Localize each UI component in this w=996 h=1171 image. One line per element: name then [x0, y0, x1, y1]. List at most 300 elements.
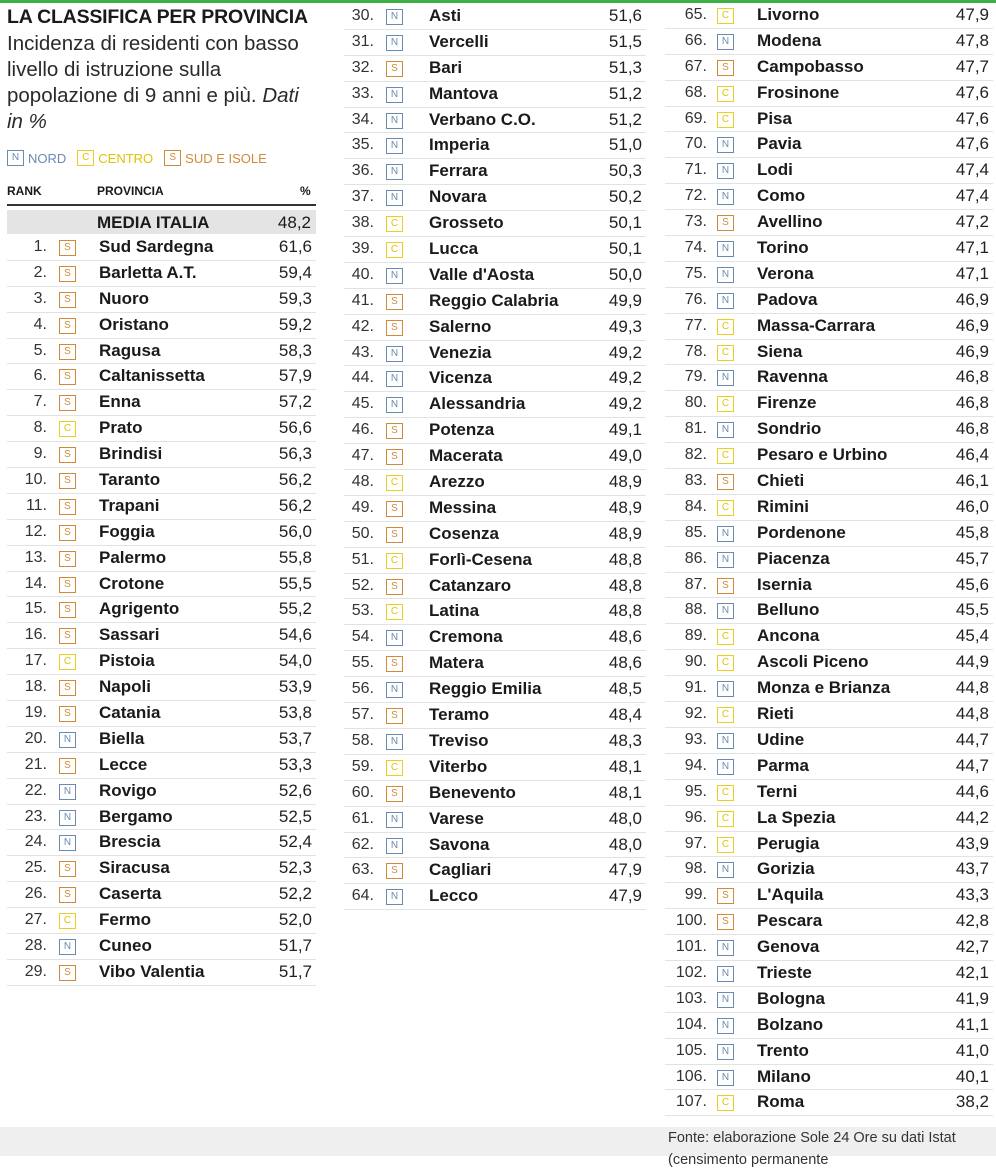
table-row [344, 807, 646, 833]
province-name: Lodi [757, 160, 793, 180]
rank-number: 83. [684, 472, 707, 490]
table-row [344, 133, 646, 159]
table-row [665, 1039, 993, 1065]
province-name: Terni [757, 781, 798, 801]
area-badge-icon: S [386, 61, 403, 77]
area-badge-icon: S [59, 369, 76, 385]
rank-number: 2. [33, 263, 47, 281]
percent-value: 57,9 [278, 366, 312, 386]
percent-value: 49,3 [608, 316, 642, 336]
table-row [665, 806, 993, 832]
table-row [344, 703, 646, 729]
table-row [344, 418, 646, 444]
rank-number: 77. [684, 316, 707, 334]
table-row [665, 262, 993, 288]
table-row [7, 390, 316, 416]
province-name: Treviso [429, 730, 489, 750]
percent-value: 48,1 [608, 756, 642, 776]
province-name: Siena [757, 341, 803, 361]
rank-number: 89. [684, 627, 707, 645]
area-badge-icon: N [386, 190, 403, 206]
table-row [7, 882, 316, 908]
area-badge-icon: C [717, 629, 734, 645]
percent-value: 46,8 [955, 367, 989, 387]
ranking-column-2 [344, 4, 646, 910]
province-name: Trieste [757, 962, 812, 982]
percent-value: 51,2 [608, 83, 642, 103]
table-row [665, 547, 993, 573]
rank-number: 53. [351, 602, 374, 620]
table-row [344, 677, 646, 703]
area-badge-icon: N [59, 784, 76, 800]
rank-number: 60. [351, 783, 374, 801]
province-name: Taranto [99, 470, 161, 490]
percent-value: 48,3 [608, 730, 642, 750]
province-name: Reggio Emilia [429, 679, 542, 699]
rank-number: 41. [351, 291, 374, 309]
percent-value: 43,7 [955, 859, 989, 879]
table-row [7, 416, 316, 442]
percent-value: 44,7 [955, 729, 989, 749]
area-badge-icon: C [386, 553, 403, 569]
area-badge-icon: N [59, 810, 76, 826]
rank-number: 63. [351, 861, 374, 879]
percent-value: 56,2 [278, 495, 312, 515]
rank-number: 51. [351, 550, 374, 568]
rank-number: 100. [675, 912, 707, 930]
table-row [344, 263, 646, 289]
province-name: Gorizia [757, 859, 815, 879]
table-row [665, 158, 993, 184]
area-badge-icon: C [717, 448, 734, 464]
rank-number: 13. [24, 548, 47, 566]
province-name: Caltanissetta [99, 366, 205, 386]
percent-value: 46,1 [955, 471, 989, 491]
table-row [665, 702, 993, 728]
percent-value: 47,1 [955, 238, 989, 258]
rank-number: 8. [33, 419, 47, 437]
rank-number: 57. [351, 706, 374, 724]
province-name: Latina [429, 601, 480, 621]
percent-value: 51,0 [608, 135, 642, 155]
area-badge-icon: S [59, 447, 76, 463]
area-badge-icon: N [59, 939, 76, 955]
rank-number: 55. [351, 654, 374, 672]
percent-value: 59,2 [278, 314, 312, 334]
percent-value: 47,4 [955, 186, 989, 206]
percent-value: 52,5 [278, 806, 312, 826]
table-row [344, 159, 646, 185]
table-row [344, 237, 646, 263]
table-row [344, 4, 646, 30]
area-badge-icon: C [59, 913, 76, 929]
table-row [7, 908, 316, 934]
table-row [665, 417, 993, 443]
area-badge-icon: N [386, 889, 403, 905]
province-name: Benevento [429, 782, 516, 802]
percent-value: 45,5 [955, 600, 989, 620]
table-row [7, 649, 316, 675]
area-badge-icon: N [717, 1044, 734, 1060]
table-row [665, 1013, 993, 1039]
rank-number: 4. [33, 315, 47, 333]
rank-number: 39. [351, 240, 374, 258]
percent-value: 41,9 [955, 988, 989, 1008]
percent-value: 44,2 [955, 807, 989, 827]
province-name: Cremona [429, 627, 503, 647]
percent-value: 50,3 [608, 161, 642, 181]
table-row [344, 574, 646, 600]
province-name: Torino [757, 238, 809, 258]
table-row [344, 781, 646, 807]
province-name: Siracusa [99, 858, 170, 878]
table-row [665, 832, 993, 858]
province-name: Cuneo [99, 936, 152, 956]
province-name: Fermo [99, 910, 151, 930]
percent-value: 56,2 [278, 470, 312, 490]
area-badge-icon: C [717, 319, 734, 335]
percent-value: 48,9 [608, 523, 642, 543]
province-name: Forlì-Cesena [429, 549, 532, 569]
percent-value: 47,1 [955, 263, 989, 283]
percent-value: 44,8 [955, 704, 989, 724]
area-badge-icon: S [717, 914, 734, 930]
area-badge-icon: S [386, 501, 403, 517]
rank-number: 31. [351, 32, 374, 50]
area-badge-icon: C [386, 604, 403, 620]
percent-value: 49,2 [608, 394, 642, 414]
table-row [665, 935, 993, 961]
province-name: Reggio Calabria [429, 290, 559, 310]
table-row [7, 934, 316, 960]
area-badge-icon: S [59, 758, 76, 774]
province-name: Ferrara [429, 161, 488, 181]
rank-number: 3. [33, 289, 47, 307]
percent-value: 51,2 [608, 109, 642, 129]
percent-value: 51,7 [278, 936, 312, 956]
source-note: Fonte: elaborazione Sole 24 Ore su dati Istat (censimento permanente [668, 1130, 956, 1168]
table-row [7, 287, 316, 313]
rank-number: 92. [684, 705, 707, 723]
province-name: Vercelli [429, 31, 489, 51]
province-name: Lucca [429, 239, 479, 259]
table-row [344, 82, 646, 108]
percent-value: 56,3 [278, 444, 312, 464]
centro-badge-icon: C [77, 150, 94, 166]
rank-number: 56. [351, 680, 374, 698]
percent-value: 46,9 [955, 289, 989, 309]
media-italia-label: MEDIA ITALIA [97, 213, 210, 232]
table-row [665, 650, 993, 676]
percent-value: 48,8 [608, 601, 642, 621]
percent-value: 48,9 [608, 497, 642, 517]
percent-value: 46,0 [955, 496, 989, 516]
area-badge-icon: C [717, 500, 734, 516]
province-name: Viterbo [429, 756, 488, 776]
area-badge-icon: N [717, 1018, 734, 1034]
area-badge-icon: S [59, 602, 76, 618]
rank-number: 82. [684, 446, 707, 464]
percent-value: 53,3 [278, 754, 312, 774]
province-name: Padova [757, 289, 818, 309]
province-name: Catanzaro [429, 575, 512, 595]
province-name: Verbano C.O. [429, 109, 536, 129]
percent-value: 45,6 [955, 574, 989, 594]
rank-number: 86. [684, 549, 707, 567]
table-row [344, 56, 646, 82]
percent-value: 53,9 [278, 677, 312, 697]
area-badge-icon: N [386, 87, 403, 103]
rank-number: 37. [351, 188, 374, 206]
table-row [665, 469, 993, 495]
area-badge-icon: N [717, 189, 734, 205]
percent-value: 47,9 [955, 5, 989, 24]
percent-value: 47,4 [955, 160, 989, 180]
area-badge-icon: C [717, 396, 734, 412]
rank-number: 26. [24, 885, 47, 903]
rank-number: 103. [675, 989, 707, 1007]
province-name: Pavia [757, 134, 802, 154]
province-name: Messina [429, 497, 497, 517]
percent-value: 49,0 [608, 446, 642, 466]
rank-number: 50. [351, 524, 374, 542]
table-row [344, 548, 646, 574]
percent-value: 49,2 [608, 368, 642, 388]
table-row [665, 443, 993, 469]
rank-number: 45. [351, 395, 374, 413]
rank-number: 90. [684, 653, 707, 671]
rank-number: 47. [351, 447, 374, 465]
area-badge-icon: C [717, 785, 734, 801]
table-row [665, 883, 993, 909]
province-name: Enna [99, 392, 141, 412]
percent-value: 51,3 [608, 57, 642, 77]
area-badge-icon: S [59, 318, 76, 334]
area-badge-icon: N [717, 267, 734, 283]
rank-number: 22. [24, 781, 47, 799]
table-row [344, 341, 646, 367]
province-name: Udine [757, 729, 805, 749]
province-name: Rimini [757, 496, 809, 516]
rank-number: 27. [24, 911, 47, 929]
area-badge-icon: C [717, 8, 734, 24]
percent-value: 51,6 [608, 6, 642, 25]
table-row [7, 494, 316, 520]
table-row [344, 599, 646, 625]
table-row [7, 468, 316, 494]
province-name: Ascoli Piceno [757, 652, 869, 672]
table-row [665, 184, 993, 210]
province-name: Verona [757, 263, 814, 283]
area-badge-icon: N [386, 113, 403, 129]
area-badge-icon: N [386, 346, 403, 362]
percent-value: 51,5 [608, 31, 642, 51]
table-row [344, 392, 646, 418]
rank-number: 101. [675, 938, 707, 956]
percent-value: 40,1 [955, 1066, 989, 1086]
province-name: Novara [429, 187, 487, 207]
rank-number: 91. [684, 679, 707, 697]
table-row [344, 289, 646, 315]
percent-value: 55,5 [278, 573, 312, 593]
province-name: Caserta [99, 884, 162, 904]
province-name: Genova [757, 937, 820, 957]
area-badge-icon: N [386, 397, 403, 413]
percent-value: 50,0 [608, 264, 642, 284]
subtitle-text: Incidenza di residenti con basso livello di istruzione sulla popolazione di 9 anni e più. [7, 32, 299, 107]
province-name: Alessandria [429, 394, 526, 414]
province-name: Sondrio [757, 419, 822, 439]
ranking-column-1 [7, 235, 316, 986]
area-badge-icon: C [59, 654, 76, 670]
rank-number: 95. [684, 782, 707, 800]
table-row [7, 701, 316, 727]
rank-number: 61. [351, 809, 374, 827]
rank-number: 88. [684, 601, 707, 619]
table-row [7, 623, 316, 649]
table-row [7, 960, 316, 986]
province-name: Firenze [757, 393, 817, 413]
area-badge-icon: S [59, 525, 76, 541]
table-row [344, 185, 646, 211]
table-row [665, 107, 993, 133]
area-badge-icon: N [717, 603, 734, 619]
rank-number: 46. [351, 421, 374, 439]
table-row [344, 884, 646, 910]
table-row [665, 55, 993, 81]
table-row [344, 211, 646, 237]
province-name: Trapani [99, 495, 160, 515]
area-badge-icon: S [386, 579, 403, 595]
percent-value: 38,2 [955, 1092, 989, 1112]
province-name: Vibo Valentia [99, 961, 205, 981]
rank-number: 97. [684, 834, 707, 852]
rank-number: 34. [351, 110, 374, 128]
percent-value: 47,7 [955, 56, 989, 76]
area-badge-icon: C [386, 216, 403, 232]
subtitle [7, 31, 307, 135]
percent-value: 51,7 [278, 961, 312, 981]
province-name: Grosseto [429, 213, 504, 233]
percent-value: 48,8 [608, 549, 642, 569]
percent-value: 48,1 [608, 782, 642, 802]
media-italia-row [7, 210, 316, 234]
rank-number: 96. [684, 808, 707, 826]
area-badge-icon: N [717, 966, 734, 982]
area-badge-icon: S [59, 551, 76, 567]
rank-number: 15. [24, 600, 47, 618]
legend-sud-label: SUD E ISOLE [185, 150, 267, 166]
percent-value: 49,9 [608, 290, 642, 310]
area-badge-icon: S [386, 863, 403, 879]
province-name: Valle d'Aosta [429, 264, 535, 284]
column-header-provincia: PROVINCIA [97, 184, 164, 198]
table-row [665, 573, 993, 599]
area-badge-icon: S [386, 423, 403, 439]
area-badge-icon: S [59, 240, 76, 256]
area-badge-icon: N [717, 526, 734, 542]
province-name: Potenza [429, 420, 495, 440]
legend-centro [77, 150, 153, 166]
legend-centro-label: CENTRO [98, 150, 154, 166]
percent-value: 56,6 [278, 418, 312, 438]
area-badge-icon: S [717, 60, 734, 76]
rank-number: 87. [684, 575, 707, 593]
area-badge-icon: N [386, 682, 403, 698]
province-name: Vicenza [429, 368, 493, 388]
percent-value: 42,8 [955, 911, 989, 931]
rank-number: 64. [351, 887, 374, 905]
table-row [665, 81, 993, 107]
area-badge-icon: C [59, 421, 76, 437]
table-row [344, 729, 646, 755]
table-row [665, 754, 993, 780]
table-row [665, 365, 993, 391]
table-row [7, 235, 316, 261]
column-header-rank: RANK [7, 184, 42, 198]
province-name: Ravenna [757, 367, 828, 387]
percent-value: 59,4 [278, 262, 312, 282]
area-badge-icon: S [59, 680, 76, 696]
province-name: La Spezia [757, 807, 836, 827]
rank-number: 102. [675, 963, 707, 981]
province-name: Biella [99, 728, 145, 748]
table-row [344, 315, 646, 341]
province-name: Arezzo [429, 472, 485, 492]
rank-number: 58. [351, 731, 374, 749]
province-name: Bergamo [99, 806, 173, 826]
percent-value: 44,9 [955, 652, 989, 672]
province-name: Agrigento [99, 599, 180, 619]
percent-value: 45,8 [955, 522, 989, 542]
rank-number: 68. [684, 83, 707, 101]
rank-number: 84. [684, 497, 707, 515]
percent-value: 48,8 [608, 575, 642, 595]
rank-number: 79. [684, 368, 707, 386]
percent-value: 41,1 [955, 1014, 989, 1034]
rank-number: 14. [24, 574, 47, 592]
percent-value: 58,3 [278, 340, 312, 360]
area-badge-icon: S [386, 527, 403, 543]
rank-number: 69. [684, 109, 707, 127]
area-badge-icon: C [717, 707, 734, 723]
percent-value: 46,8 [955, 419, 989, 439]
area-badge-icon: C [717, 837, 734, 853]
table-row [665, 987, 993, 1013]
percent-value: 52,6 [278, 780, 312, 800]
rank-number: 23. [24, 807, 47, 825]
percent-value: 47,8 [955, 30, 989, 50]
area-badge-icon: S [59, 706, 76, 722]
area-badge-icon: S [717, 474, 734, 490]
rank-number: 48. [351, 473, 374, 491]
area-badge-icon: S [59, 628, 76, 644]
rank-number: 38. [351, 214, 374, 232]
province-name: Massa-Carrara [757, 315, 876, 335]
rank-number: 65. [684, 6, 707, 23]
rank-number: 73. [684, 213, 707, 231]
area-badge-icon: N [717, 34, 734, 50]
province-name: Perugia [757, 833, 820, 853]
table-row [665, 1065, 993, 1091]
province-name: Pisa [757, 108, 792, 128]
table-row [665, 132, 993, 158]
area-badge-icon: N [386, 35, 403, 51]
table-row [665, 236, 993, 262]
percent-value: 45,4 [955, 626, 989, 646]
area-badge-icon: N [717, 733, 734, 749]
percent-value: 54,6 [278, 625, 312, 645]
